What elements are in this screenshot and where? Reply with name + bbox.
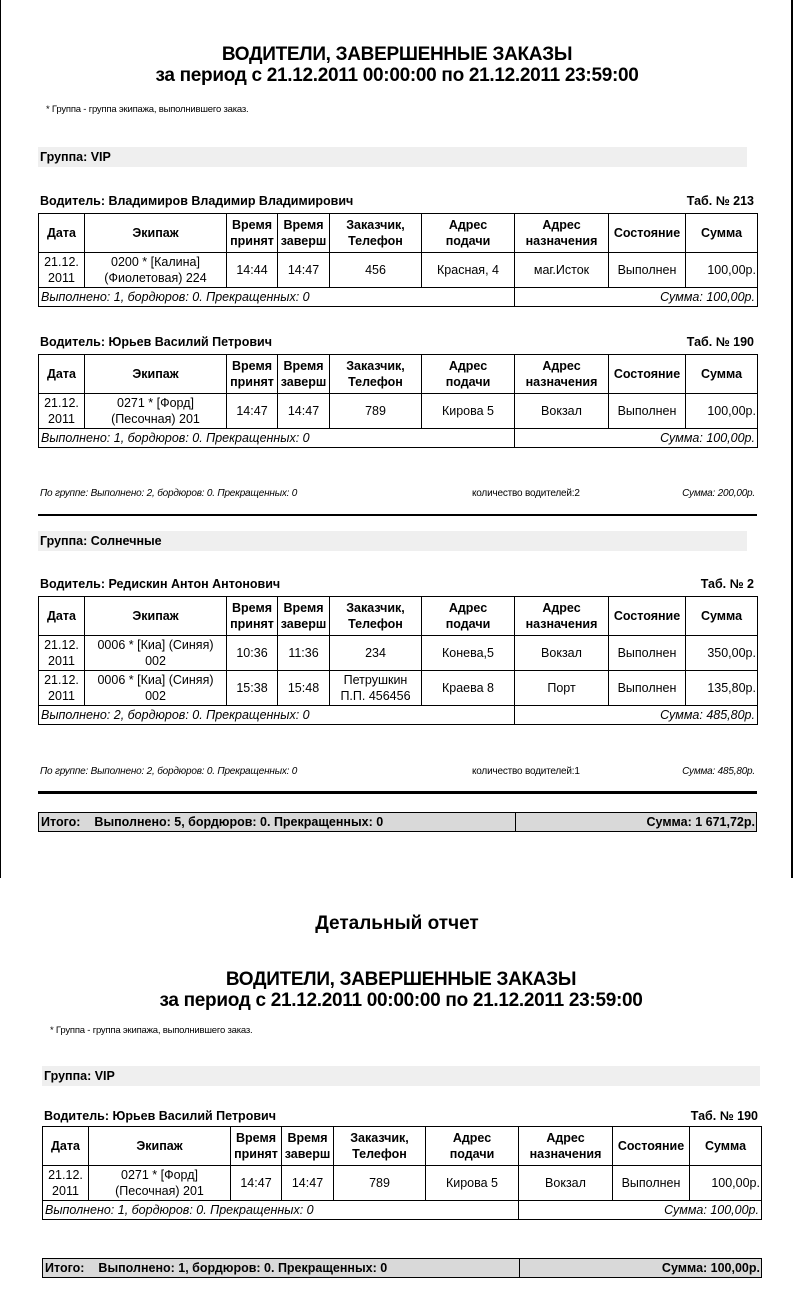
status-cell: [609, 671, 686, 706]
cell-text: 2011: [48, 654, 75, 668]
orders-table: [38, 354, 758, 448]
group-divider: [38, 514, 757, 516]
cell-text: Выполнен: [617, 263, 677, 277]
orders-table-header: [39, 355, 758, 394]
column-header-line: назначения: [525, 234, 598, 248]
destination-address-cell: [515, 636, 609, 671]
column-header-line: подачи: [445, 617, 491, 631]
column-header-line: Адрес: [448, 601, 488, 615]
cell-text: 0271 * [Форд]: [121, 1168, 198, 1182]
column-header-line: принят: [230, 617, 274, 631]
cell-text: (Песочная) 201: [115, 1184, 204, 1198]
pickup-address-cell: [426, 1166, 519, 1201]
pickup-address-cell: [422, 253, 515, 288]
column-header-line: Дата: [47, 609, 76, 623]
column-header-line: Время: [232, 218, 272, 232]
driver-summary-counts: Выполнено: 2, бордюров: 0. Прекращенных: 0: [39, 706, 515, 725]
cell-text: Петрушкин: [343, 673, 408, 687]
column-header-line: Телефон: [352, 1147, 407, 1161]
sum-cell: [686, 394, 758, 429]
report-title: [0, 44, 794, 86]
crew-cell: [85, 636, 227, 671]
column-header-crew: [85, 214, 227, 253]
column-header-pickup: [422, 214, 515, 253]
sum-cell: [686, 636, 758, 671]
cell-text: Красная, 4: [437, 263, 499, 277]
column-header-line: Адрес: [452, 1131, 492, 1145]
table-row: [39, 671, 758, 706]
header-row: [39, 597, 758, 636]
column-header-line: Адрес: [448, 218, 488, 232]
column-header-customer: [330, 214, 422, 253]
column-header-line: Экипаж: [136, 1139, 183, 1153]
table-row: [39, 636, 758, 671]
cell-text: 100,00р.: [711, 1176, 760, 1190]
cell-text: 11:36: [288, 646, 319, 660]
driver-name: Водитель: Владимиров Владимир Владимирович: [40, 194, 354, 208]
column-header-line: Заказчик,: [346, 601, 405, 615]
column-header-destination: [515, 597, 609, 636]
accepted-time-cell: [227, 394, 278, 429]
column-header-line: Телефон: [348, 375, 403, 389]
driver-summary-sum: Сумма: 100,00р.: [515, 429, 758, 448]
driver-summary-row: [43, 1201, 762, 1220]
table-row: [43, 1166, 762, 1201]
column-header-line: принят: [230, 234, 274, 248]
group-footer: [40, 487, 755, 501]
group-footer-counts: По группе: Выполнено: 2, бордюров: 0. Прекращенных: 0: [40, 488, 298, 499]
column-header-sum: [686, 214, 758, 253]
column-header-date: [39, 355, 85, 394]
cell-text: 14:47: [240, 1176, 272, 1190]
pickup-address-cell: [422, 394, 515, 429]
driver-name: Водитель: Редискин Антон Антонович: [40, 577, 281, 591]
column-header-line: Сумма: [704, 1139, 747, 1153]
group-footer-sum: Сумма: 200,00р.: [682, 488, 755, 499]
cell-text: Вокзал: [545, 1176, 586, 1190]
cell-text: 14:47: [291, 1176, 324, 1190]
cell-text: (Песочная) 201: [111, 412, 200, 426]
column-header-pickup: [422, 355, 515, 394]
column-header-sum: [686, 355, 758, 394]
driver-summary-sum: Сумма: 100,00р.: [515, 288, 758, 307]
column-header-crew: [85, 597, 227, 636]
page-border-left: [0, 0, 1, 878]
column-header-status: [609, 597, 686, 636]
report-title-line1: ВОДИТЕЛИ, ЗАВЕРШЕННЫЕ ЗАКАЗЫ: [225, 969, 577, 990]
column-header-finished: [282, 1127, 334, 1166]
column-header-line: заверш: [280, 617, 327, 631]
column-header-line: Время: [283, 601, 324, 615]
orders-table: [42, 1126, 762, 1220]
finished-time-cell: [278, 253, 330, 288]
column-header-line: заверш: [280, 234, 327, 248]
cell-text: 100,00р.: [707, 263, 756, 277]
cell-text: Выполнен: [617, 646, 677, 660]
cell-text: 0006 * [Киа] (Синяя): [97, 638, 214, 652]
column-header-finished: [278, 214, 330, 253]
cell-text: 135,80р.: [707, 681, 756, 695]
detail-report-heading: Детальный отчет: [315, 913, 479, 934]
cell-text: 21.12.: [44, 396, 79, 410]
column-header-sum: [686, 597, 758, 636]
column-header-date: [39, 597, 85, 636]
cell-text: 21.12.: [44, 255, 79, 269]
customer-cell: [330, 253, 422, 288]
date-cell: [39, 253, 85, 288]
column-header-line: Дата: [47, 367, 76, 381]
header-row: [39, 214, 758, 253]
column-header-crew: [85, 355, 227, 394]
date-cell: [43, 1166, 89, 1201]
column-header-line: Время: [287, 1131, 328, 1145]
customer-cell: [334, 1166, 426, 1201]
cell-text: 100,00р.: [707, 404, 756, 418]
destination-address-cell: [515, 253, 609, 288]
header-row: [39, 355, 758, 394]
customer-cell: [330, 636, 422, 671]
column-header-line: Состояние: [613, 367, 681, 381]
finished-time-cell: [278, 394, 330, 429]
grand-total-divider: [519, 1258, 520, 1278]
orders-table: [38, 213, 758, 307]
group-footer-driver-count: количество водителей:1: [472, 766, 580, 777]
column-header-pickup: [426, 1127, 519, 1166]
cell-text: 10:36: [236, 646, 268, 660]
cell-text: 14:47: [236, 404, 268, 418]
column-header-line: Состояние: [617, 1139, 685, 1153]
crew-cell: [85, 394, 227, 429]
column-header-status: [609, 214, 686, 253]
driver-tab-number: Таб. № 213: [686, 194, 754, 208]
driver-tab-number: Таб. № 2: [700, 577, 754, 591]
driver-header: [40, 334, 754, 350]
column-header-finished: [278, 597, 330, 636]
driver-tab-number: Таб. № 190: [690, 1109, 758, 1123]
finished-time-cell: [282, 1166, 334, 1201]
cell-text: Конева,5: [442, 646, 494, 660]
driver-summary-row: [39, 288, 758, 307]
report-title-period: за период с 21.12.2011 00:00:00 по 21.12.2011 23:59:00: [155, 65, 639, 86]
cell-text: 456: [365, 263, 386, 277]
column-header-destination: [519, 1127, 613, 1166]
column-header-line: Заказчик,: [350, 1131, 409, 1145]
table-row: [39, 394, 758, 429]
grand-total-sum: Сумма: 100,00р.: [661, 1261, 760, 1275]
column-header-line: Экипаж: [132, 226, 179, 240]
group-footer: [40, 765, 755, 779]
group-footer-sum: Сумма: 485,80р.: [682, 766, 755, 777]
cell-text: Кирова 5: [445, 1176, 499, 1190]
group-note: * Группа - группа экипажа, выполнившего заказ.: [50, 1025, 253, 1036]
column-header-line: Дата: [51, 1139, 80, 1153]
destination-address-cell: [515, 671, 609, 706]
cell-text: 2011: [52, 1184, 79, 1198]
cell-text: 21.12.: [48, 1168, 83, 1182]
cell-text: 350,00р.: [707, 646, 756, 660]
orders-table-header: [39, 214, 758, 253]
grand-total-divider: [515, 812, 516, 832]
cell-text: Порт: [547, 681, 576, 695]
cell-text: Краева 8: [441, 681, 494, 695]
column-header-line: Адрес: [542, 218, 581, 232]
accepted-time-cell: [231, 1166, 282, 1201]
driver-summary-row: [39, 706, 758, 725]
grand-total-bar: [38, 812, 757, 832]
cell-text: 0006 * [Киа] (Синяя): [97, 673, 214, 687]
status-cell: [609, 394, 686, 429]
driver-header: [40, 576, 754, 592]
cell-text: 15:38: [236, 681, 268, 695]
column-header-line: Сумма: [700, 609, 743, 623]
customer-cell: [330, 671, 422, 706]
column-header-line: заверш: [280, 375, 327, 389]
column-header-line: Адрес: [448, 359, 488, 373]
column-header-line: назначения: [525, 375, 598, 389]
cell-text: 2011: [48, 689, 75, 703]
crew-cell: [85, 671, 227, 706]
accepted-time-cell: [227, 253, 278, 288]
column-header-line: подачи: [445, 375, 491, 389]
grand-total-label: Итого:: [41, 815, 81, 829]
group-header: Группа: VIP: [38, 147, 747, 167]
column-header-date: [43, 1127, 89, 1166]
sum-cell: [686, 253, 758, 288]
pickup-address-cell: [422, 671, 515, 706]
pickup-address-cell: [422, 636, 515, 671]
crew-cell: [89, 1166, 231, 1201]
group-note: * Группа - группа экипажа, выполнившего заказ.: [46, 104, 249, 115]
column-header-line: заверш: [284, 1147, 331, 1161]
group-divider: [38, 791, 757, 794]
driver-summary-sum: Сумма: 485,80р.: [515, 706, 758, 725]
column-header-line: Адрес: [542, 601, 581, 615]
cell-text: П.П. 456456: [340, 689, 411, 703]
report-title-period: за период с 21.12.2011 00:00:00 по 21.12.2011 23:59:00: [159, 990, 643, 1011]
column-header-line: подачи: [445, 234, 491, 248]
driver-name: Водитель: Юрьев Василий Петрович: [40, 335, 272, 349]
cell-text: Выполнен: [617, 681, 677, 695]
column-header-accepted: [231, 1127, 282, 1166]
cell-text: Выполнен: [621, 1176, 681, 1190]
column-header-destination: [515, 355, 609, 394]
column-header-line: Время: [232, 359, 272, 373]
cell-text: 789: [369, 1176, 390, 1190]
finished-time-cell: [278, 636, 330, 671]
group-header: Группа: Солнечные: [38, 531, 747, 551]
orders-table-header: [43, 1127, 762, 1166]
sum-cell: [686, 671, 758, 706]
column-header-date: [39, 214, 85, 253]
column-header-customer: [330, 597, 422, 636]
cell-text: 14:44: [236, 263, 268, 277]
orders-table-header: [39, 597, 758, 636]
column-header-customer: [330, 355, 422, 394]
cell-text: 21.12.: [44, 673, 79, 687]
date-cell: [39, 394, 85, 429]
column-header-line: назначения: [529, 1147, 602, 1161]
cell-text: Выполнен: [617, 404, 677, 418]
customer-cell: [330, 394, 422, 429]
column-header-line: Заказчик,: [346, 218, 405, 232]
column-header-line: Экипаж: [132, 609, 179, 623]
sum-cell: [690, 1166, 762, 1201]
driver-summary-row: [39, 429, 758, 448]
driver-name: Водитель: Юрьев Василий Петрович: [44, 1109, 276, 1123]
status-cell: [609, 636, 686, 671]
cell-text: (Фиолетовая) 224: [104, 271, 207, 285]
driver-tab-number: Таб. № 190: [686, 335, 754, 349]
column-header-line: Время: [283, 218, 324, 232]
column-header-line: подачи: [449, 1147, 495, 1161]
column-header-line: Телефон: [348, 617, 403, 631]
cell-text: 14:47: [287, 263, 320, 277]
cell-text: Кирова 5: [441, 404, 495, 418]
page-border-right: [791, 0, 793, 878]
cell-text: 15:48: [287, 681, 320, 695]
column-header-line: принят: [234, 1147, 278, 1161]
column-header-line: назначения: [525, 617, 598, 631]
column-header-line: принят: [230, 375, 274, 389]
cell-text: 2011: [48, 412, 75, 426]
cell-text: 789: [365, 404, 386, 418]
column-header-line: Дата: [47, 226, 76, 240]
column-header-destination: [515, 214, 609, 253]
column-header-pickup: [422, 597, 515, 636]
column-header-customer: [334, 1127, 426, 1166]
group-footer-counts: По группе: Выполнено: 2, бордюров: 0. Прекращенных: 0: [40, 766, 298, 777]
crew-cell: [85, 253, 227, 288]
driver-summary-counts: Выполнено: 1, бордюров: 0. Прекращенных: 0: [39, 429, 515, 448]
driver-summary-counts: Выполнено: 1, бордюров: 0. Прекращенных: 0: [39, 288, 515, 307]
column-header-crew: [89, 1127, 231, 1166]
column-header-line: Сумма: [700, 367, 743, 381]
accepted-time-cell: [227, 671, 278, 706]
column-header-line: Время: [232, 601, 272, 615]
driver-summary-sum: Сумма: 100,00р.: [519, 1201, 762, 1220]
accepted-time-cell: [227, 636, 278, 671]
grand-total-bar: [42, 1258, 762, 1278]
column-header-line: Адрес: [542, 359, 581, 373]
date-cell: [39, 636, 85, 671]
cell-text: 14:47: [287, 404, 320, 418]
detail-report-title: [4, 969, 794, 1011]
cell-text: 2011: [48, 271, 75, 285]
destination-address-cell: [515, 394, 609, 429]
column-header-accepted: [227, 355, 278, 394]
table-row: [39, 253, 758, 288]
cell-text: маг.Исток: [533, 263, 590, 277]
grand-total-counts: Выполнено: 1, бордюров: 0. Прекращенных: 0: [98, 1261, 388, 1275]
grand-total-counts: Выполнено: 5, бордюров: 0. Прекращенных: 0: [94, 815, 384, 829]
column-header-line: Время: [236, 1131, 276, 1145]
column-header-line: Время: [283, 359, 324, 373]
driver-header: [40, 193, 754, 209]
column-header-line: Адрес: [546, 1131, 585, 1145]
report-title-line1: ВОДИТЕЛИ, ЗАВЕРШЕННЫЕ ЗАКАЗЫ: [221, 44, 573, 65]
column-header-accepted: [227, 597, 278, 636]
destination-address-cell: [519, 1166, 613, 1201]
column-header-status: [613, 1127, 690, 1166]
driver-summary-counts: Выполнено: 1, бордюров: 0. Прекращенных: 0: [43, 1201, 519, 1220]
column-header-line: Состояние: [613, 226, 681, 240]
date-cell: [39, 671, 85, 706]
cell-text: 234: [365, 646, 386, 660]
status-cell: [613, 1166, 690, 1201]
cell-text: Вокзал: [541, 646, 582, 660]
cell-text: 002: [145, 654, 166, 668]
column-header-status: [609, 355, 686, 394]
cell-text: 0271 * [Форд]: [117, 396, 194, 410]
grand-total-sum: Сумма: 1 671,72р.: [646, 815, 755, 829]
cell-text: 0200 * [Калина]: [111, 255, 200, 269]
column-header-line: Экипаж: [132, 367, 179, 381]
group-footer-driver-count: количество водителей:2: [472, 488, 580, 499]
orders-table: [38, 596, 758, 725]
column-header-sum: [690, 1127, 762, 1166]
column-header-finished: [278, 355, 330, 394]
group-header: Группа: VIP: [42, 1066, 760, 1086]
column-header-accepted: [227, 214, 278, 253]
driver-header: [44, 1108, 758, 1124]
header-row: [43, 1127, 762, 1166]
column-header-line: Сумма: [700, 226, 743, 240]
column-header-line: Заказчик,: [346, 359, 405, 373]
finished-time-cell: [278, 671, 330, 706]
grand-total-label: Итого:: [45, 1261, 85, 1275]
cell-text: Вокзал: [541, 404, 582, 418]
cell-text: 21.12.: [44, 638, 79, 652]
column-header-line: Телефон: [348, 234, 403, 248]
column-header-line: Состояние: [613, 609, 681, 623]
status-cell: [609, 253, 686, 288]
cell-text: 002: [145, 689, 166, 703]
